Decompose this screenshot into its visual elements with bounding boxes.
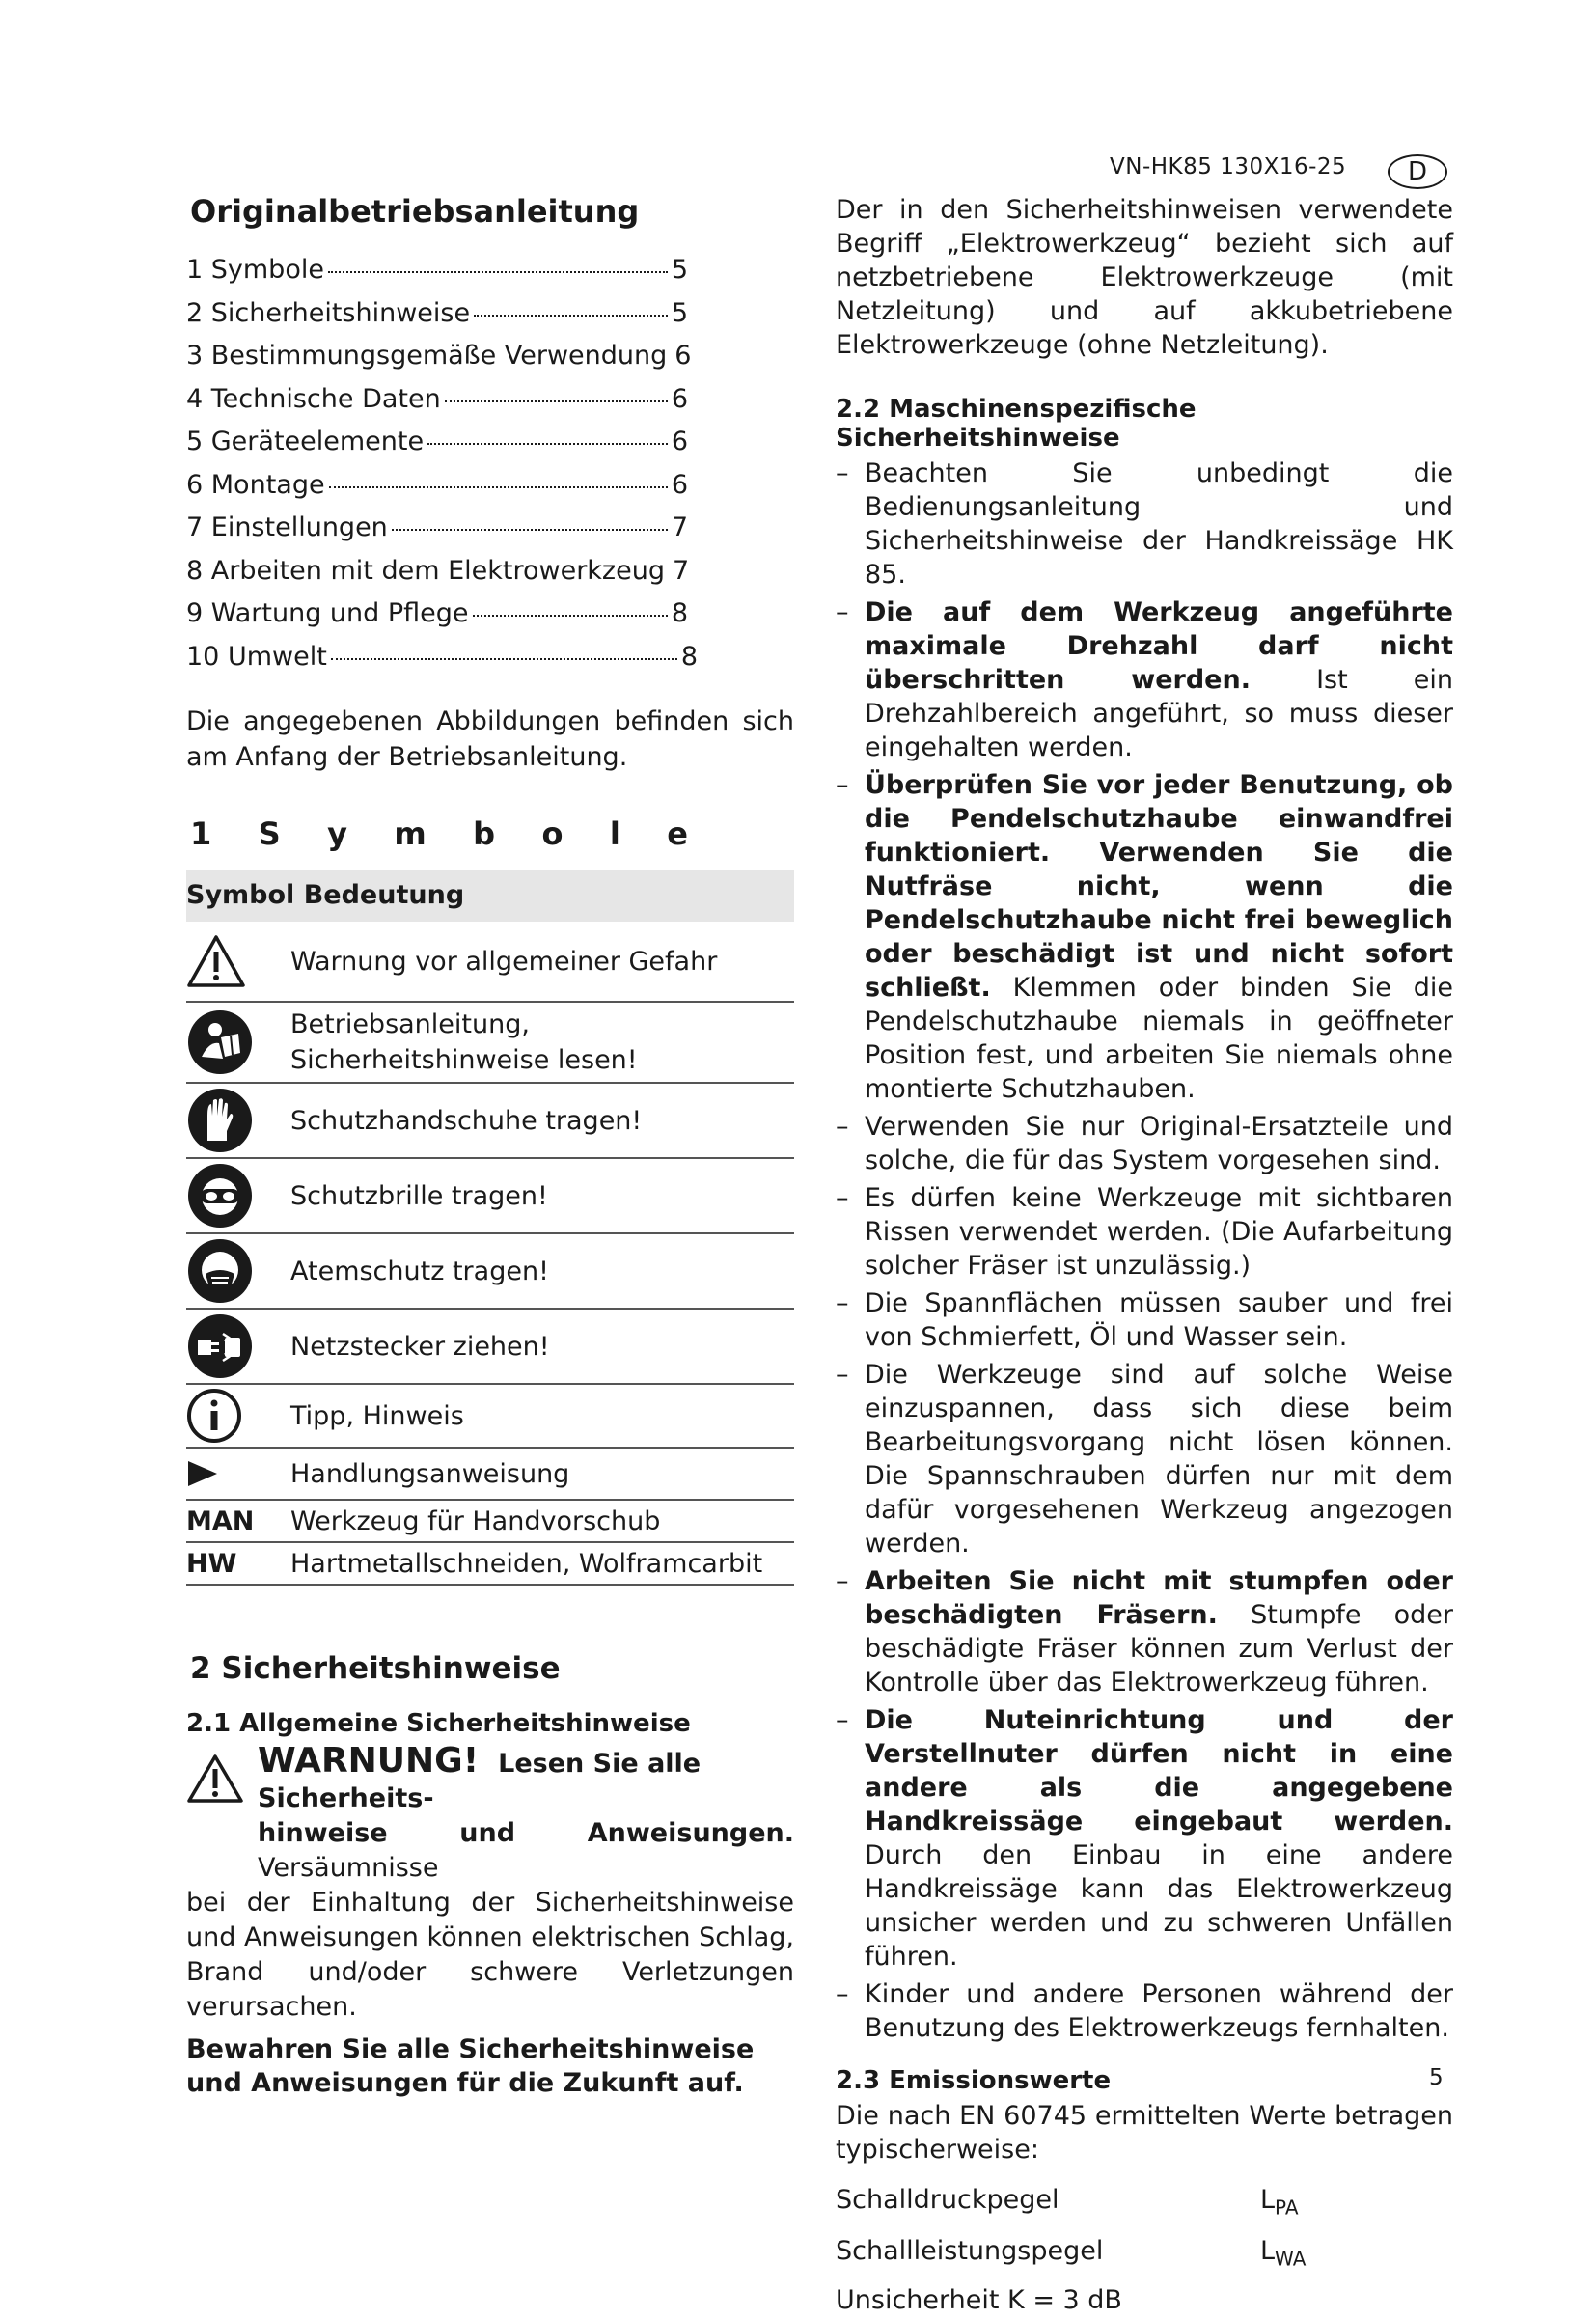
list-item: – Verwenden Sie nur Original-Ersatzteile und solche, die für das System vorgesehen sind. <box>836 1112 1453 1175</box>
emission-values <box>836 2178 1453 2320</box>
list-item: – Es dürfen keine Werkzeuge mit sichtbaren Rissen verwendet werden. (Die Aufarbeitung solcher Fräser ist unzulässig.) <box>836 1183 1453 1281</box>
page-number: 5 <box>1429 2065 1444 2090</box>
respirator-icon <box>186 1237 290 1305</box>
section-2-2-heading: 2.2 Maschinenspezifische Sicherheitshinweise <box>836 395 1197 453</box>
list-item: – Arbeiten Sie nicht mit stumpfen oder beschädigten Fräsern. Stumpfe oder beschädigte Fräser können zum Verlust der Kontrolle über das Elektrowerkzeug führen. <box>836 1566 1453 1698</box>
warning-triangle-icon <box>186 934 290 988</box>
keep-instructions-note: Bewahren Sie alle Sicherheitshinweise und Anweisungen für die Zukunft auf. <box>186 2034 755 2098</box>
uncertainty: Unsicherheit K = 3 dB <box>836 2284 1122 2315</box>
toc-item[interactable]: 4 Technische Daten 6 <box>186 383 688 414</box>
warning-label: WARNUNG! <box>258 1741 480 1781</box>
table-row: Atemschutz tragen! <box>186 1234 794 1310</box>
section-2-1-heading: 2.1 Allgemeine Sicherheitshinweise <box>186 1709 691 1738</box>
hw-code: HW <box>186 1548 237 1579</box>
list-item: – Kinder und andere Personen während der Benutzung des Elektrowerkzeugs fernhalten. <box>836 1979 1453 2043</box>
model-code: VN-HK85 130X16-25 <box>1110 154 1347 180</box>
power-tool-definition: Der in den Sicherheitshinweisen verwendete Begriff „Elektrowerkzeug“ bezieht sich auf netzbetriebene Elektrowerkzeuge (mit Netzleitung) und auf akkubetriebene Elektrowerkzeuge (ohne Netzleitung). <box>836 195 1453 360</box>
table-row: Betriebsanleitung, Sicherheitshinweise lesen! <box>186 1003 794 1084</box>
toc-item[interactable]: 2 Sicherheitshinweise 5 <box>186 297 688 328</box>
table-of-contents <box>186 255 794 684</box>
gloves-icon <box>186 1087 290 1154</box>
symbol-table-header: Symbol Bedeutung <box>186 870 794 922</box>
section-2-3-heading: 2.3 Emissionswerte <box>836 2066 1112 2095</box>
emission-intro: Die nach EN 60745 ermittelten Werte betragen typischerweise: <box>836 2101 1453 2165</box>
toc-item[interactable]: 6 Montage 6 <box>186 469 688 500</box>
table-row: MAN Werkzeug für Handvorschub <box>186 1501 794 1543</box>
toc-item[interactable]: 3 Bestimmungsgemäße Verwendung 6 <box>186 341 692 371</box>
toc-item[interactable]: 5 Geräteelemente 6 <box>186 427 688 456</box>
list-item: – Die Werkzeuge sind auf solche Weise einzuspannen, dass sich diese beim Bearbeitungsvorgang nicht lösen können. Die Spannschrauben dürfen nur mit dem dafür vorgesehenen Werkzeug angezogen werden. <box>836 1360 1453 1559</box>
toc-item[interactable]: 9 Wartung und Pflege 8 <box>186 598 688 628</box>
table-row: Netzstecker ziehen! <box>186 1310 794 1385</box>
right-column <box>836 193 1453 2320</box>
table-row: Warnung vor allgemeiner Gefahr <box>186 922 794 1003</box>
info-icon <box>186 1388 290 1444</box>
section-1-heading: 1 S y m b o l e <box>190 815 688 852</box>
list-item: – Überprüfen Sie vor jeder Benutzung, ob die Pendelschutzhaube einwandfrei funktioniert. Verwenden Sie die Nutfräse nicht, wenn die Pendelschutzhaube nicht frei beweglich oder beschädigt ist und nicht sofort schließt. Klemmen oder binden Sie die Pendelschutzhaube niemals in geöffneter Position fest, und arbeiten Sie niemals ohne montierte Schutzhauben. <box>836 770 1453 1104</box>
warning-triangle-icon <box>186 1754 244 1808</box>
play-arrow-icon <box>186 1459 290 1488</box>
list-item: – Beachten Sie unbedingt die Bedienungsanleitung und Sicherheitshinweise der Handkreissäge HK 85. <box>836 458 1453 590</box>
unplug-icon <box>186 1312 290 1380</box>
list-item: – Die Spannflächen müssen sauber und frei von Schmierfett, Öl und Wasser sein. <box>836 1288 1453 1352</box>
table-row: Handlungsanweisung <box>186 1449 794 1501</box>
emission-row: Schalldruckpegel $L_{PA}$ <box>836 2185 1299 2220</box>
figures-note: Die angegebenen Abbildungen befinden sich am Anfang der Betriebsanleitung. <box>186 706 794 772</box>
table-row: Schutzbrille tragen! <box>186 1159 794 1234</box>
list-item: – Die Nuteinrichtung und der Verstellnuter dürfen nicht in eine andere als die angegebene Handkreissäge eingebaut werden. Durch den Einbau in eine andere Handkreissäge kann das Elektrowerkzeug unsicher werden und zu schweren Unfällen führen. <box>836 1705 1453 1972</box>
toc-item[interactable]: 10 Umwelt 8 <box>186 641 698 672</box>
emission-row: Schallleistungspegel $L_{WA}$ <box>836 2236 1307 2271</box>
symbol-table <box>186 870 794 1586</box>
section-2-heading: 2 Sicherheitshinweise <box>190 1651 561 1686</box>
goggles-icon <box>186 1162 290 1229</box>
read-manual-icon <box>186 1008 290 1076</box>
table-row: Schutzhandschuhe tragen! <box>186 1084 794 1159</box>
man-code: MAN <box>186 1505 255 1536</box>
language-badge: D <box>1388 154 1447 189</box>
list-item: – Die auf dem Werkzeug angeführte maximale Drehzahl darf nicht überschritten werden. Ist ein Drehzahlbereich angeführt, so muss dieser eingehalten werden. <box>836 597 1453 762</box>
table-row: Tipp, Hinweis <box>186 1385 794 1449</box>
toc-item[interactable]: 1 Symbole 5 <box>186 255 688 285</box>
document-title: Originalbetriebsanleitung <box>190 193 640 230</box>
toc-item[interactable]: 7 Einstellungen 7 <box>186 512 688 542</box>
table-row: HW Hartmetallschneiden, Wolframcarbit <box>186 1543 794 1586</box>
warning-block: WARNUNG! Lesen Sie alle Sicherheits- hinweise und Anweisungen. Versäumnisse bei der Einhaltung der Sicherheitshinweise und Anweisungen können elektrischen Schlag, Brand und/oder schwere Verletzungen verursachen. <box>186 1741 794 2022</box>
left-column <box>186 193 794 2100</box>
toc-item[interactable]: 8 Arbeiten mit dem Elektrowerkzeug 7 <box>186 555 690 586</box>
